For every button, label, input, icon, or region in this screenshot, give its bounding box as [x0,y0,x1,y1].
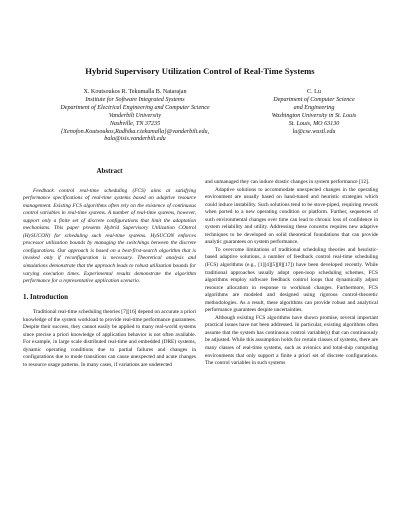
left-affiliation-1: Institute for Software Integrated Systems [85,96,185,103]
left-location: Nashville, TN 37235 [109,120,161,127]
right-affiliation-1: Department of Computer Science [273,96,355,103]
left-emails-1: {Xenofon.Koutsoukos,Radhika.r.tekumalla}@vanderbilt.edu, [60,128,210,135]
abstract-heading: Abstract [96,167,123,175]
right-paragraph-3: Although existing FCS algorithms have shown promise, several important practical issues have not been addressed. In particular, existing algorithms often assume that the system has continuous control variable(s) that can continuously be adjusted. While this assumption holds for certain classes of systems, there are many classes of real-time systems, such as avionics and total-ship computing environments that only support a finite a priori set of discrete configurations. The control variables in such systems [205,314,378,367]
left-university: Vanderbilt University [108,112,162,119]
introduction-heading: 1. Introduction [23,292,68,301]
left-author-names: X. Koutsoukos R. Tekumalla B. Natarajan [83,89,187,95]
author-block [0,89,400,164]
right-author-names: C. Lu [307,89,321,95]
abstract-text: Feedback control real-time scheduling (FCS) aims at satisfying performance specifications of real-time systems based on adaptive resource management. Existing FCS algorithms often rely on the existence of continuous control variables in real-time systems. A number of real-time systems, however, support only a finite set of discrete configurations that limit the adaptation mechanisms. This paper presents Hybrid Supervisory Utilization COntrol (HySUCON) for scheduling such real-time systems. HySUCON enforces processor utilization bounds by managing the switchings between the discrete configurations. Our approach is based on a best-first-search algorithm that is invoked only if reconfiguration is necessary. Theoretical analysis and simulations demonstrate that the approach leads to robust utilization bounds for varying execution times. Experimental results demonstrate the algorithm performance for a representative application scenario. [23,187,196,285]
right-author-group [236,89,392,136]
left-affiliation-2: Department of Electrical Engineering and Computer Science [60,104,210,111]
right-email: lu@cse.wustl.edu [292,128,336,135]
right-paragraph-1: Adaptive solutions to accommodate unexpected changes in the operating environment are usually based on hand-tuned and heuristic strategies which could induce instability. Such solutions tend to be stove-piped, requiring rework when ported to a new operating condition or platform. Further, sequences of such environmental changes over time can lead to chronic loss of confidence in system reliability and utility. Addressing these concerns requires new adaptive techniques to be developed on solid theoretical foundations that can provide analytic guarantees on system performance. [205,186,378,246]
left-emails-2: bala@isis.vanderbilt.edu [104,136,166,143]
abstract-section [23,168,196,286]
right-university: Washington University in St. Louis [271,112,357,119]
right-affiliation-2: and Engineering [293,104,335,111]
paper-title: Hybrid Supervisory Utilization Control of Real-Time Systems [85,66,315,76]
left-author-group [4,89,266,144]
right-column [205,179,378,368]
introduction-paragraph-1: Traditional real-time scheduling theories [7][16] depend on accurate a priori knowledge of the system workload to provide real-time performance guarantees. Despite their success, they cannot easily be applied to many real-world systems since precise a priori knowledge of application behavior is not often available. For example, in large scale distributed real-time and embedded (DRE) systems, dynamic operating conditions due to partial failures and changes in configurations due to mode transitions can cause unexpected and acute changes to resource usage patterns. In many cases, if variations are undetected [23,309,196,369]
right-paragraph-0: and unmanaged they can induce drastic changes in system performance [12]. [205,179,370,185]
right-paragraph-2: To overcome limitations of traditional scheduling theories and heuristic-based adaptive solutions, a number of feedback control real-time scheduling (FCS) algorithms (e.g., [1][4][5][8][17]) have been developed recently. While traditional approaches usually adopt open-loop scheduling schemes, FCS algorithms employ software feedback control loops that dynamically adjust resource allocation in response to workload changes. Furthermore, FCS algorithms are modeled and designed using rigorous control-theoretic methodologies. As a result, these algorithms can provide robust and analytical performance guarantees despite uncertainties. [205,246,378,314]
introduction-section [23,286,196,370]
left-column [23,168,196,370]
right-location: St. Louis, MO 63130 [288,120,340,127]
